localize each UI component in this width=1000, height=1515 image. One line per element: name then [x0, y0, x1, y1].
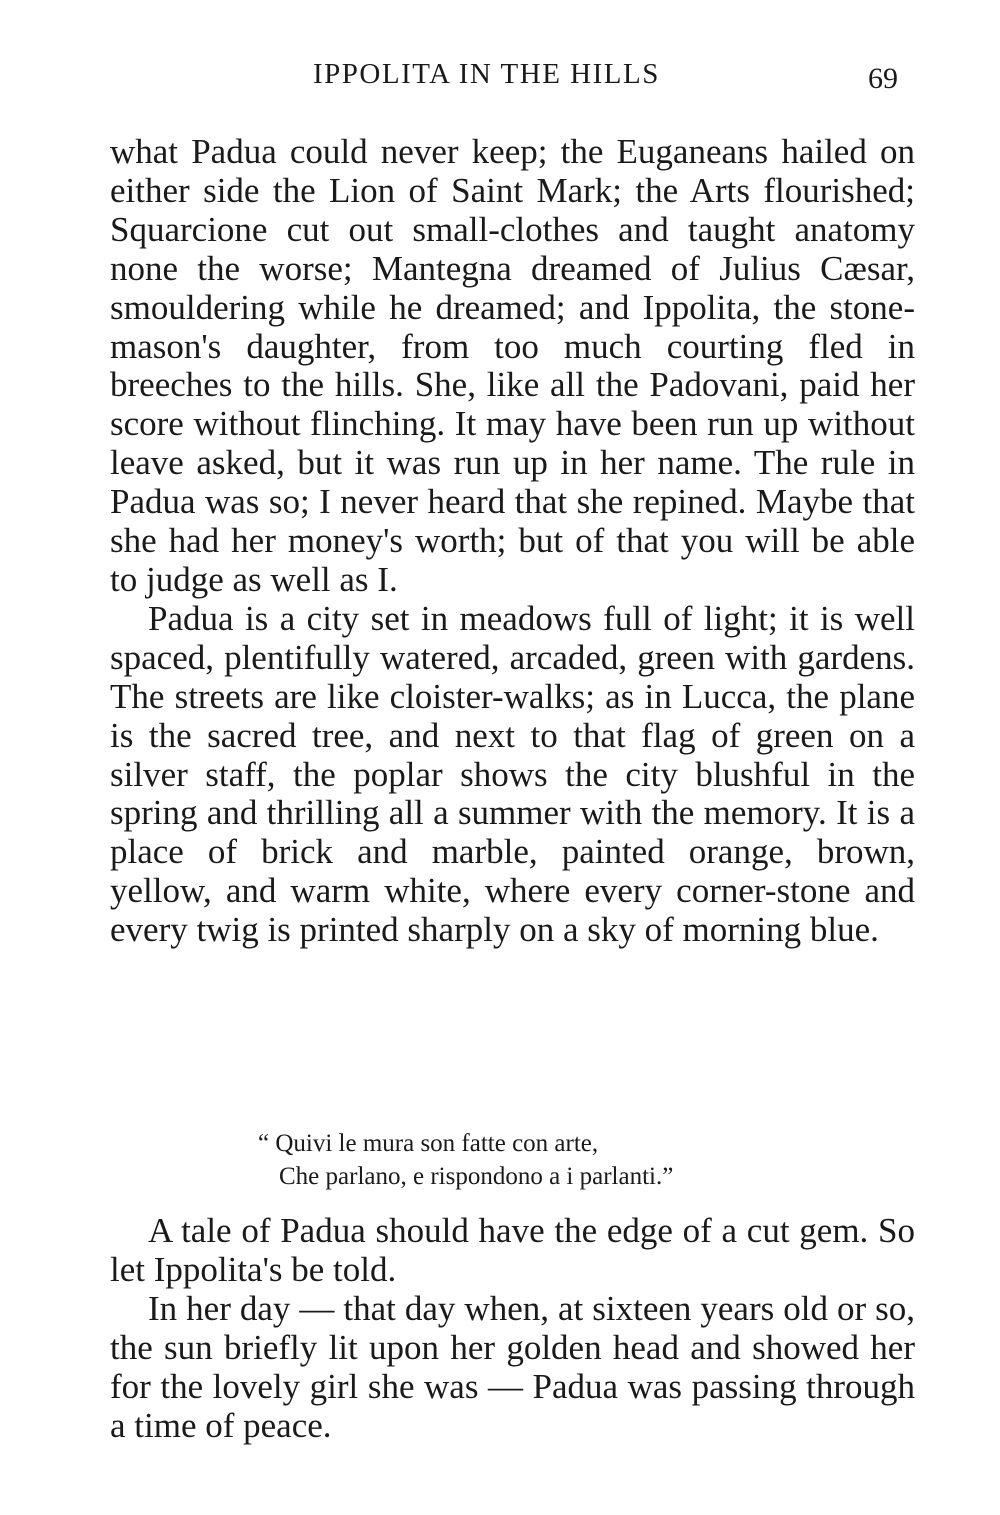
body-text-bottom	[110, 1212, 915, 1445]
verse-quotation	[258, 1127, 818, 1193]
paragraph: what Padua could never keep; the Euganeans hailed on either side the Lion of Saint Mark; the Arts flourished; Squarcione cut out small-clothes and taught anatomy none the worse; Mantegna dreamed of Julius Cæsar, smouldering while he dreamed; and Ippolita, the stone-mason's daughter, from too much courting fled in breeches to the hills. She, like all the Padovani, paid her score without flinching. It may have been run up without leave asked, but it was run up in her name. The rule in Padua was so; I never heard that she repined. Maybe that she had her money's worth; but of that you will be able to judge as well as I.	[110, 132, 915, 599]
page-number: 69	[868, 62, 898, 95]
running-head	[0, 58, 1000, 98]
quote-line: Che parlano, e rispondono a i parlanti.”	[279, 1163, 674, 1190]
paragraph: In her day — that day when, at sixteen years old or so, the sun briefly lit upon her golden head and showed her for the lovely girl she was — Padua was passing through a time of peace.	[110, 1288, 915, 1445]
running-title: IPPOLITA IN THE HILLS	[313, 58, 660, 90]
paragraph: Padua is a city set in meadows full of light; it is well spaced, plentifully watered, arcaded, green with gardens. The streets are like cloister-walks; as in Lucca, the plane is the sacred tree, and next to that flag of green on a silver staff, the poplar shows the city blushful in the spring and thrilling all a summer with the memory. It is a place of brick and marble, painted orange, brown, yellow, and warm white, where every corner-stone and every twig is printed sharply on a sky of morning blue.	[110, 598, 915, 950]
body-text-top	[110, 133, 915, 950]
paragraph: A tale of Padua should have the edge of a cut gem. So let Ippolita's be told.	[110, 1211, 915, 1289]
quote-line: “ Quivi le mura son fatte con arte,	[258, 1130, 599, 1157]
